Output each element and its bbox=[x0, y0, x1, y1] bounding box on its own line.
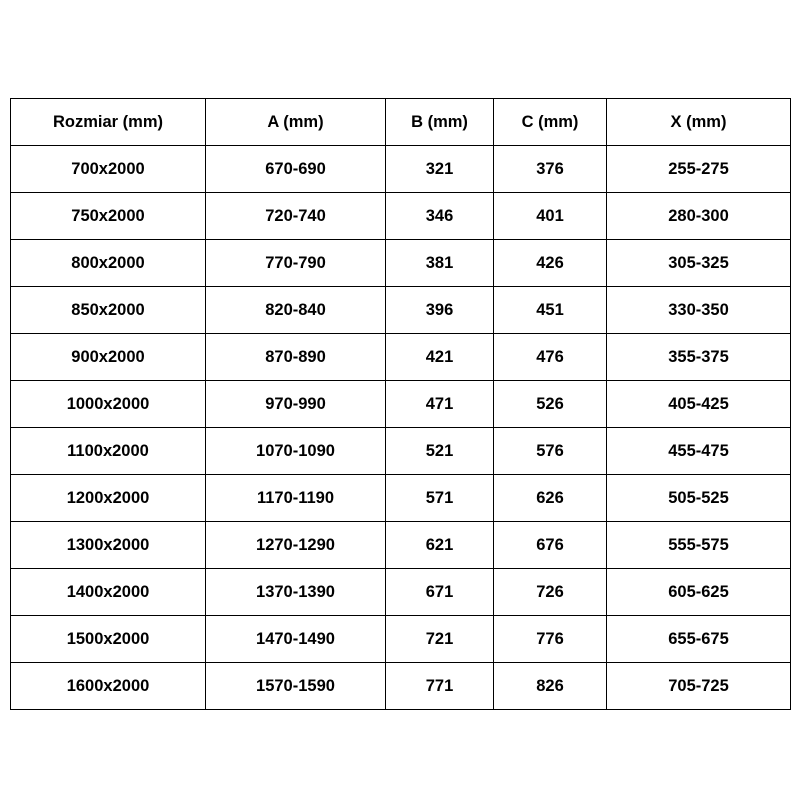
cell-x: 455-475 bbox=[607, 428, 791, 475]
cell-x: 255-275 bbox=[607, 146, 791, 193]
cell-a: 1470-1490 bbox=[206, 616, 386, 663]
dimensions-table-container bbox=[10, 98, 790, 710]
cell-c: 826 bbox=[494, 663, 607, 710]
column-header-x: X (mm) bbox=[607, 99, 791, 146]
table-row bbox=[11, 193, 791, 240]
cell-b: 346 bbox=[386, 193, 494, 240]
cell-c: 426 bbox=[494, 240, 607, 287]
cell-c: 526 bbox=[494, 381, 607, 428]
cell-c: 626 bbox=[494, 475, 607, 522]
table-row bbox=[11, 334, 791, 381]
table-row bbox=[11, 428, 791, 475]
cell-c: 376 bbox=[494, 146, 607, 193]
cell-rozmiar: 1200x2000 bbox=[11, 475, 206, 522]
cell-a: 1070-1090 bbox=[206, 428, 386, 475]
dimensions-table bbox=[10, 98, 791, 710]
table-row bbox=[11, 616, 791, 663]
table-header bbox=[11, 99, 791, 146]
cell-a: 770-790 bbox=[206, 240, 386, 287]
cell-rozmiar: 1500x2000 bbox=[11, 616, 206, 663]
cell-b: 396 bbox=[386, 287, 494, 334]
table-row bbox=[11, 522, 791, 569]
cell-a: 970-990 bbox=[206, 381, 386, 428]
column-header-a: A (mm) bbox=[206, 99, 386, 146]
cell-c: 451 bbox=[494, 287, 607, 334]
table-row bbox=[11, 475, 791, 522]
cell-rozmiar: 1100x2000 bbox=[11, 428, 206, 475]
cell-x: 655-675 bbox=[607, 616, 791, 663]
cell-rozmiar: 1400x2000 bbox=[11, 569, 206, 616]
cell-b: 471 bbox=[386, 381, 494, 428]
cell-b: 521 bbox=[386, 428, 494, 475]
cell-c: 776 bbox=[494, 616, 607, 663]
column-header-c: C (mm) bbox=[494, 99, 607, 146]
cell-a: 820-840 bbox=[206, 287, 386, 334]
cell-a: 1270-1290 bbox=[206, 522, 386, 569]
cell-b: 671 bbox=[386, 569, 494, 616]
cell-a: 1170-1190 bbox=[206, 475, 386, 522]
cell-rozmiar: 900x2000 bbox=[11, 334, 206, 381]
cell-rozmiar: 700x2000 bbox=[11, 146, 206, 193]
cell-rozmiar: 1000x2000 bbox=[11, 381, 206, 428]
table-header-row bbox=[11, 99, 791, 146]
table-row bbox=[11, 146, 791, 193]
cell-c: 401 bbox=[494, 193, 607, 240]
cell-b: 421 bbox=[386, 334, 494, 381]
cell-rozmiar: 750x2000 bbox=[11, 193, 206, 240]
column-header-rozmiar: Rozmiar (mm) bbox=[11, 99, 206, 146]
table-body bbox=[11, 146, 791, 710]
cell-x: 355-375 bbox=[607, 334, 791, 381]
cell-rozmiar: 850x2000 bbox=[11, 287, 206, 334]
cell-x: 305-325 bbox=[607, 240, 791, 287]
cell-a: 1370-1390 bbox=[206, 569, 386, 616]
table-row bbox=[11, 663, 791, 710]
cell-b: 381 bbox=[386, 240, 494, 287]
cell-c: 726 bbox=[494, 569, 607, 616]
cell-b: 621 bbox=[386, 522, 494, 569]
cell-a: 1570-1590 bbox=[206, 663, 386, 710]
table-row bbox=[11, 240, 791, 287]
cell-rozmiar: 1300x2000 bbox=[11, 522, 206, 569]
table-row bbox=[11, 287, 791, 334]
cell-x: 280-300 bbox=[607, 193, 791, 240]
cell-x: 555-575 bbox=[607, 522, 791, 569]
cell-b: 321 bbox=[386, 146, 494, 193]
cell-x: 605-625 bbox=[607, 569, 791, 616]
cell-x: 505-525 bbox=[607, 475, 791, 522]
cell-b: 721 bbox=[386, 616, 494, 663]
cell-b: 571 bbox=[386, 475, 494, 522]
cell-c: 576 bbox=[494, 428, 607, 475]
cell-a: 720-740 bbox=[206, 193, 386, 240]
cell-x: 405-425 bbox=[607, 381, 791, 428]
cell-b: 771 bbox=[386, 663, 494, 710]
cell-x: 705-725 bbox=[607, 663, 791, 710]
cell-a: 870-890 bbox=[206, 334, 386, 381]
cell-c: 676 bbox=[494, 522, 607, 569]
table-row bbox=[11, 381, 791, 428]
cell-rozmiar: 1600x2000 bbox=[11, 663, 206, 710]
column-header-b: B (mm) bbox=[386, 99, 494, 146]
cell-a: 670-690 bbox=[206, 146, 386, 193]
cell-rozmiar: 800x2000 bbox=[11, 240, 206, 287]
cell-x: 330-350 bbox=[607, 287, 791, 334]
table-row bbox=[11, 569, 791, 616]
cell-c: 476 bbox=[494, 334, 607, 381]
